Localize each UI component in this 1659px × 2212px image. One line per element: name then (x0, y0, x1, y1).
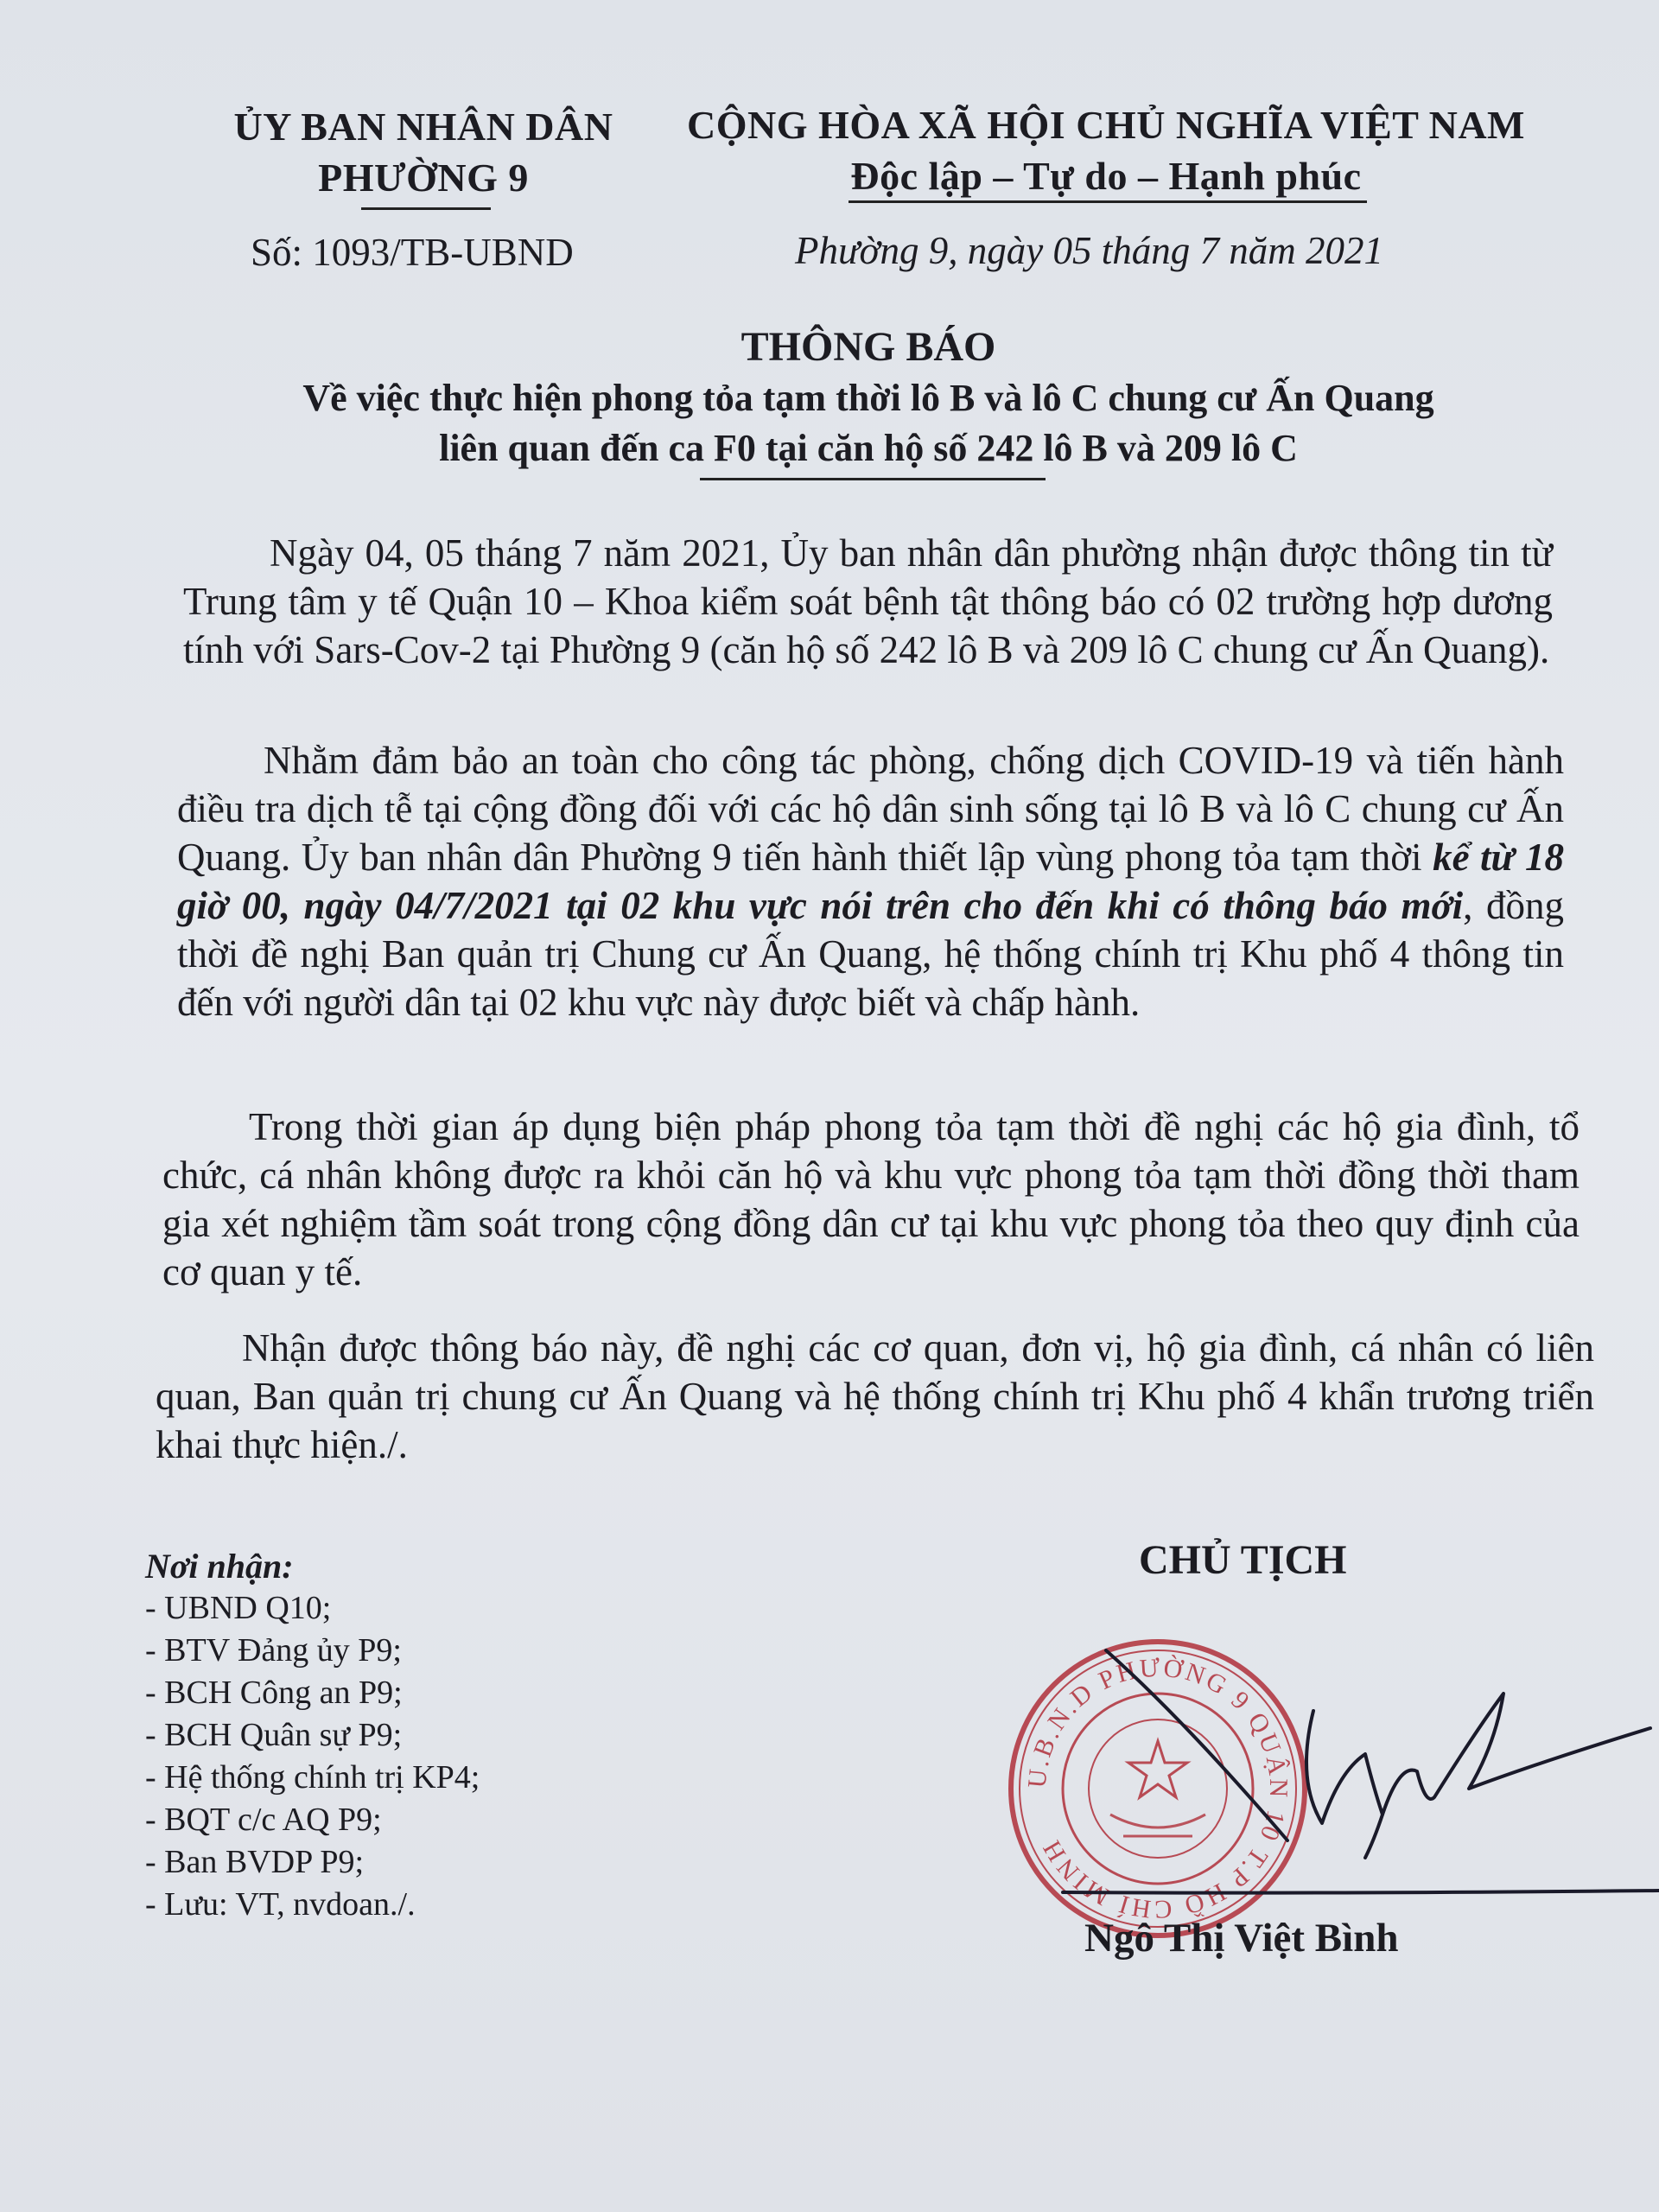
notice-subject-line2: liên quan đến ca F0 tại căn hộ số 242 lô B và 209 lô C (439, 427, 1298, 469)
body-paragraph-1: Ngày 04, 05 tháng 7 năm 2021, Ủy ban nhân dân phường nhận được thông tin từ Trung tâm y tế Quận 10 – Khoa kiểm soát bệnh tật thông báo có 02 trường hợp dương tính với Sars-Cov-2 tại Phường 9 (căn hộ số 242 lô B và 209 lô C chung cư Ấn Quang). (183, 531, 1553, 671)
body-paragraph-3: Trong thời gian áp dụng biện pháp phong tỏa tạm thời đề nghị các hộ gia đình, tổ chức, cá nhân không được ra khỏi căn hộ và khu vực phong tỏa tạm thời đồng thời tham gia xét nghiệm tầm soát trong cộng đồng dân cư tại khu vực phong tỏa theo quy định của cơ quan y tế. (162, 1105, 1580, 1294)
recipient-item: - Lưu: VT, nvdoan./. (145, 1886, 416, 1923)
signer-name: Ngô Thị Việt Bình (1084, 1916, 1399, 1961)
document-number: Số: 1093/TB-UBND (251, 231, 574, 274)
stamp-text: U.B.N.D PHƯỜNG 9 QUẬN 10 T.P HỒ CHÍ MINH (1022, 1653, 1294, 1924)
notice-heading: THÔNG BÁO (741, 324, 996, 370)
recipient-item: - BQT c/c AQ P9; (145, 1802, 382, 1838)
national-title: CỘNG HÒA XÃ HỘI CHỦ NGHĨA VIỆT NAM (687, 103, 1525, 147)
recipient-item: - Ban BVDP P9; (145, 1844, 365, 1880)
national-header (657, 102, 1555, 199)
agency-line2: PHƯỜNG 9 (318, 156, 529, 200)
notice-title (173, 321, 1564, 474)
title-underline (700, 478, 1046, 480)
recipient-item: - BTV Đảng ủy P9; (145, 1632, 402, 1669)
issue-date: Phường 9, ngày 05 tháng 7 năm 2021 (795, 229, 1384, 272)
lockdown-period: kể từ 18 giờ 00, ngày 04/7/2021 tại 02 khu vực nói trên cho đến khi có thông báo mới (177, 836, 1565, 927)
recipient-item: - Hệ thống chính trị KP4; (145, 1759, 480, 1796)
agency-name (199, 104, 648, 200)
body-paragraph-4: Nhận được thông báo này, đề nghị các cơ quan, đơn vị, hộ gia đình, cá nhân có liên quan, Ban quản trị chung cư Ấn Quang và hệ thống chính trị Khu phố 4 khẩn trương triển khai thực hiện./. (156, 1326, 1594, 1466)
motto-underline (849, 200, 1367, 203)
notice-subject-line1: Về việc thực hiện phong tỏa tạm thời lô B và lô C chung cư Ấn Quang (302, 377, 1434, 419)
signer-role: CHỦ TỊCH (1139, 1537, 1347, 1583)
recipient-item: - UBND Q10; (145, 1590, 332, 1626)
agency-line1: ỦY BAN NHÂN DÂN (233, 105, 613, 149)
agency-underline (361, 207, 491, 210)
recipients-block (145, 1545, 480, 1926)
handwritten-signature (1054, 1642, 1659, 1918)
recipient-item: - BCH Công an P9; (145, 1675, 403, 1711)
national-motto: Độc lập – Tự do – Hạnh phúc (850, 154, 1362, 198)
body-paragraph-2: Nhằm đảm bảo an toàn cho công tác phòng, chống dịch COVID-19 và tiến hành điều tra dịch tễ tại cộng đồng đối với các hộ dân sinh sống tại lô B và lô C chung cư Ấn Quang. Ủy ban nhân dân Phường 9 tiến hành thiết lập vùng phong tỏa tạm thời kể từ 18 giờ 00, ngày 04/7/2021 tại 02 khu vực nói trên cho đến khi có thông báo mới, đồng thời đề nghị Ban quản trị Chung cư Ấn Quang, hệ thống chính trị Khu phố 4 thông tin đến với người dân tại 02 khu vực này được biết và chấp hành. (177, 739, 1565, 1024)
recipient-item: - BCH Quân sự P9; (145, 1717, 403, 1753)
recipients-title: Nơi nhận: (145, 1547, 294, 1586)
